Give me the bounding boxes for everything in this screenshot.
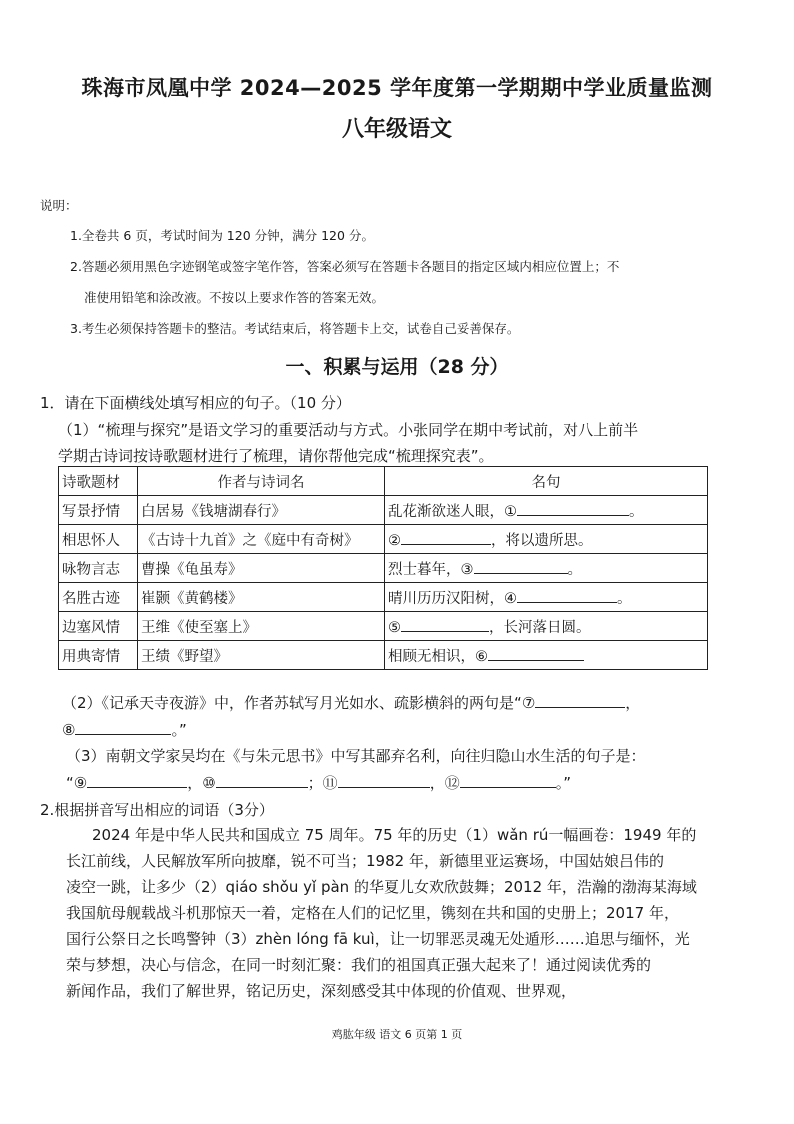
- answer-blank-4[interactable]: [517, 588, 617, 603]
- answer-blank-5[interactable]: [401, 617, 489, 632]
- header-work: 作者与诗词名: [138, 467, 385, 496]
- row-work: 白居易《钱塘湖春行》: [138, 496, 385, 525]
- answer-blank-12[interactable]: [460, 773, 556, 788]
- answer-blank-11[interactable]: [338, 773, 430, 788]
- exam-title: 珠海市凤凰中学 2024—2025 学年度第一学期期中学业质量监测: [81, 76, 713, 100]
- row-line: [385, 612, 708, 641]
- mark-10: ，⑩: [187, 774, 216, 792]
- row-work: 王绩《野望》: [138, 641, 385, 670]
- answer-blank-10[interactable]: [216, 773, 308, 788]
- row-theme: 相思怀人: [59, 525, 138, 554]
- answer-blank-8[interactable]: [75, 720, 171, 735]
- q2-paragraph-line-6: 荣与梦想，决心与信念，在同一时刻汇聚：我们的祖国真正强大起来了！通过阅读优秀的: [66, 956, 652, 974]
- answer-blank-3[interactable]: [474, 559, 568, 574]
- row-work: 曹操《龟虽寿》: [138, 554, 385, 583]
- exam-subtitle: 八年级语文: [341, 117, 452, 142]
- row-work: 《古诗十九首》之《庭中有奇树》: [138, 525, 385, 554]
- q2-paragraph-line-7: 新闻作品，我们了解世界，铭记历史，深刻感受其中体现的价值观、世界观，: [66, 982, 577, 1000]
- section-title: 一、积累与运用（28 分）: [285, 356, 509, 378]
- row-theme: 边塞风情: [59, 612, 138, 641]
- note-item-2-cont: 准使用铅笔和涂改液。不按以上要求作答的答案无效。: [84, 290, 385, 305]
- row-line: [385, 583, 708, 612]
- q2-paragraph-line-2: 长江前线，人民解放军所向披靡，锐不可当；1982 年，新德里亚运赛场，中国姑娘吕伟的: [66, 852, 664, 870]
- q1-sub1-line1: （1）“梳理与探究”是语文学习的重要活动与方式。小张同学在期中考试前，对八上前半: [58, 421, 639, 439]
- line-suffix: 。: [617, 590, 632, 607]
- q1-sub2-text: （2）《记承天寺夜游》中，作者苏轼写月光如水、疏影横斜的两句是“⑦: [62, 694, 536, 712]
- answer-blank-2[interactable]: [401, 530, 491, 545]
- line-prefix: 烈士暮年，③: [388, 561, 474, 578]
- line-prefix: ⑤: [388, 619, 401, 636]
- notes-label: 说明：: [40, 198, 78, 213]
- q1-sub2-end: ，: [625, 694, 641, 712]
- mark-close: 。”: [555, 774, 571, 792]
- header-theme: 诗歌题材: [59, 467, 138, 496]
- q1-sub2-line2: [62, 719, 187, 740]
- q2-stem: 2.根据拼音写出相应的词语（3分）: [40, 801, 274, 819]
- row-line: [385, 525, 708, 554]
- table-row: [59, 583, 708, 612]
- page-footer: 鸡肱年级 语文 6 页第 1 页: [331, 1028, 463, 1041]
- table-row: [59, 554, 708, 583]
- mark-11: ；⑪: [307, 774, 338, 792]
- q1-stem: 1．请在下面横线处填写相应的句子。（10 分）: [40, 394, 351, 412]
- row-line: [385, 496, 708, 525]
- line-prefix: 晴川历历汉阳树，④: [388, 590, 517, 607]
- row-work: 王维《使至塞上》: [138, 612, 385, 641]
- table-header-row: [59, 467, 708, 496]
- row-line: [385, 554, 708, 583]
- row-line: [385, 641, 708, 670]
- table-row: [59, 612, 708, 641]
- q1-sub3-line2: [66, 772, 571, 793]
- answer-blank-9[interactable]: [87, 773, 187, 788]
- row-theme: 用典寄情: [59, 641, 138, 670]
- q1-sub2-mark-8: ⑧: [62, 721, 76, 739]
- mark-12: ，⑫: [429, 774, 460, 792]
- table-row: [59, 496, 708, 525]
- line-prefix: 相顾无相识，⑥: [388, 648, 488, 665]
- line-suffix: 。: [567, 561, 582, 578]
- note-item-2: 2.答题必须用黑色字迹钢笔或签字笔作答，答案必须写在答题卡各题目的指定区域内相应位置上；不: [70, 259, 620, 274]
- row-work: 崔颢《黄鹤楼》: [138, 583, 385, 612]
- line-suffix: ，将以遗所思。: [491, 532, 593, 549]
- q2-paragraph-line-3: 凌空一跳，让多少（2）qiáo shǒu yǐ pàn 的华夏儿女欢欣鼓舞；2012 年，浩瀚的渤海某海域: [66, 878, 697, 896]
- table-row: [59, 525, 708, 554]
- line-prefix: ②: [388, 532, 401, 549]
- row-theme: 咏物言志: [59, 554, 138, 583]
- q2-paragraph-line-4: 我国航母舰载战斗机那惊天一着，定格在人们的记忆里，镌刻在共和国的史册上；2017 年，: [66, 904, 679, 922]
- answer-blank-6[interactable]: [488, 646, 584, 661]
- header-line: 名句: [385, 467, 708, 496]
- note-item-1: 1.全卷共 6 页，考试时间为 120 分钟，满分 120 分。: [70, 228, 374, 243]
- row-theme: 名胜古迹: [59, 583, 138, 612]
- answer-blank-1[interactable]: [517, 501, 629, 516]
- mark-9: “⑨: [66, 774, 88, 792]
- q1-sub2-close: 。”: [171, 721, 187, 739]
- table-row: [59, 641, 708, 670]
- q1-sub2-line1: [62, 692, 640, 713]
- row-theme: 写景抒情: [59, 496, 138, 525]
- line-prefix: 乱花渐欲迷人眼，①: [388, 503, 517, 520]
- q1-sub1-line2: 学期古诗词按诗歌题材进行了梳理，请你帮他完成“梳理探究表”。: [58, 447, 494, 465]
- q2-paragraph-line-1: 2024 年是中华人民共和国成立 75 周年。75 年的历史（1）wǎn rú一幅画卷：1949 年的: [92, 826, 697, 844]
- note-item-3: 3.考生必须保持答题卡的整洁。考试结束后，将答题卡上交，试卷自己妥善保存。: [70, 321, 520, 336]
- line-suffix: 。: [629, 503, 644, 520]
- answer-blank-7[interactable]: [535, 693, 625, 708]
- q1-sub3-line1: （3）南朝文学家吴均在《与朱元思书》中写其鄙弃名利，向往归隐山水生活的句子是：: [66, 747, 646, 765]
- q2-paragraph-line-5: 国行公祭日之长鸣警钟（3）zhèn lóng fā kuì，让一切罪恶灵魂无处遁形……追思与缅怀，光: [66, 930, 690, 948]
- line-suffix: ，长河落日圆。: [489, 619, 591, 636]
- review-table: [58, 466, 708, 670]
